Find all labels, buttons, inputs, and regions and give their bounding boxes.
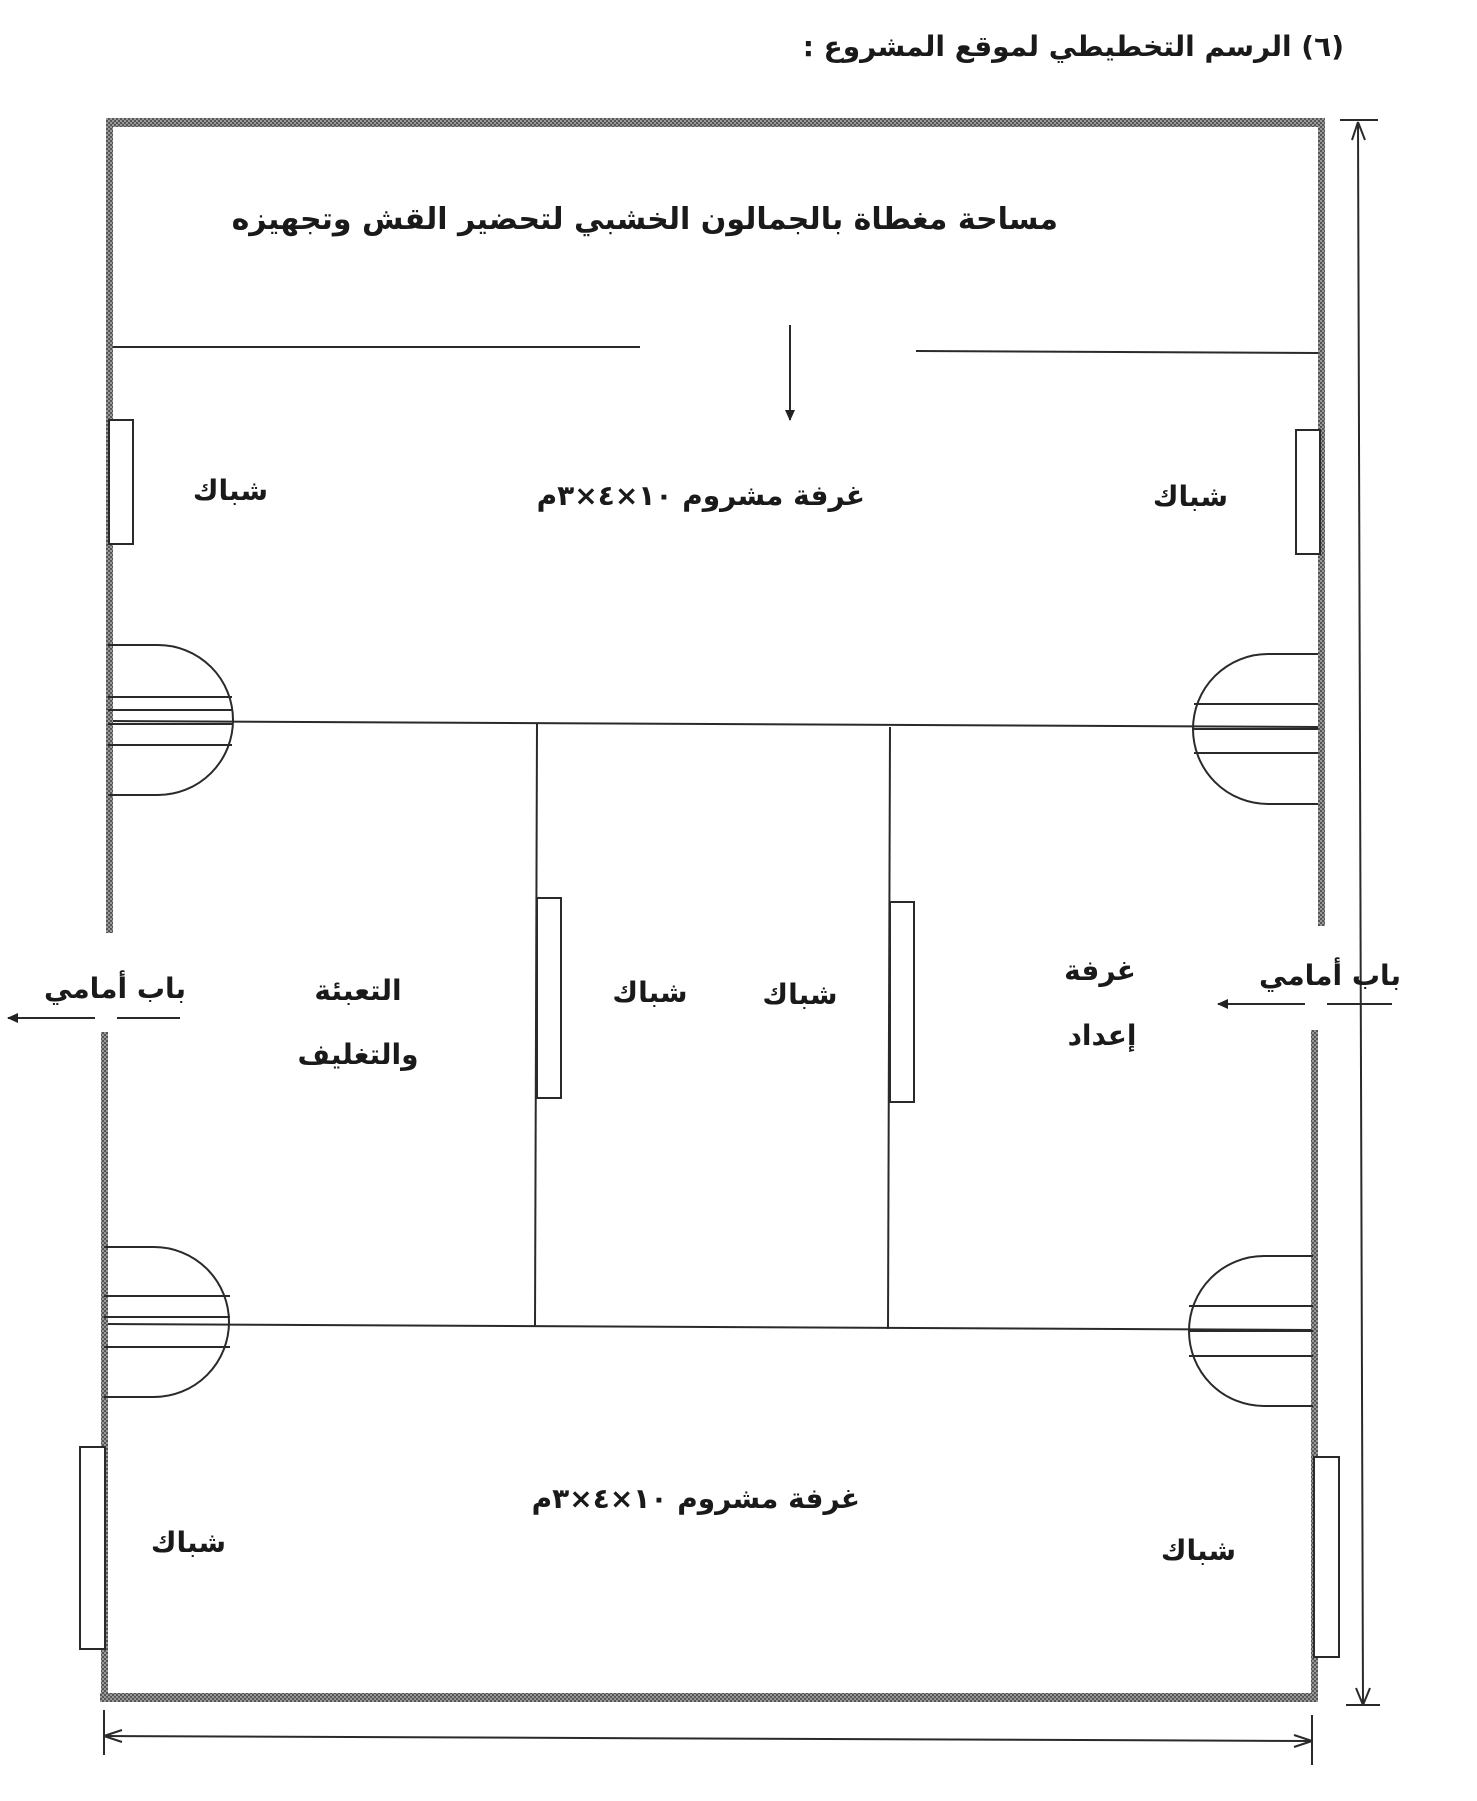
front-door-right-label: باب أمامي	[1258, 959, 1402, 992]
prep-room-label-line1: غرفة	[1064, 954, 1136, 987]
window-bottom-left	[80, 1447, 105, 1649]
door-lower-left	[104, 1247, 230, 1397]
windows	[80, 420, 1339, 1657]
window-middle-left-label: شباك	[612, 976, 688, 1009]
window-top-left	[109, 420, 133, 544]
door-upper-left	[108, 645, 233, 795]
divider-lower	[108, 1324, 1311, 1330]
dimension-lines	[104, 120, 1380, 1765]
room-dividers	[108, 721, 1318, 1330]
window-middle-left	[537, 898, 561, 1098]
mushroom-room-bottom-label: غرفة مشروم ١٠×٤×٣م	[531, 1482, 860, 1515]
diagram-labels	[44, 202, 1401, 1567]
covered-area-partition	[113, 325, 1318, 420]
dimension-horizontal	[104, 1736, 1312, 1741]
packing-room-label-line2: والتغليف	[297, 1038, 419, 1071]
covered-area-label: مساحة مغطاة بالجمالون الخشبي لتحضير القش وتجهيزه	[231, 202, 1058, 237]
door-upper-right	[1193, 654, 1318, 804]
door-lower-right	[1189, 1256, 1313, 1406]
page-title: (٦) الرسم التخطيطي لموقع المشروع :	[802, 30, 1344, 63]
window-top-left-label: شباك	[192, 474, 268, 507]
window-middle-right-label: شباك	[762, 978, 838, 1011]
outer-walls	[100, 118, 1325, 1702]
partition-line-right	[916, 351, 1318, 353]
dimension-vertical	[1358, 122, 1363, 1705]
prep-room-label-line2: إعداد	[1067, 1019, 1137, 1052]
packing-room-label-line1: التعبئة	[314, 974, 402, 1007]
bottom-wall	[100, 1693, 1316, 1702]
divider-upper	[113, 721, 1318, 727]
top-wall	[106, 118, 1324, 127]
mushroom-room-top-label: غرفة مشروم ١٠×٤×٣م	[536, 479, 865, 512]
window-bottom-left-label: شباك	[150, 1526, 226, 1559]
window-top-right-label: شباك	[1152, 480, 1228, 513]
front-door-left-label: باب أمامي	[43, 972, 187, 1005]
front-door-arrows	[8, 1004, 1392, 1018]
window-bottom-right-label: شباك	[1160, 1534, 1236, 1567]
window-bottom-right	[1314, 1457, 1339, 1657]
window-middle-right	[890, 902, 914, 1102]
window-top-right	[1296, 430, 1320, 554]
